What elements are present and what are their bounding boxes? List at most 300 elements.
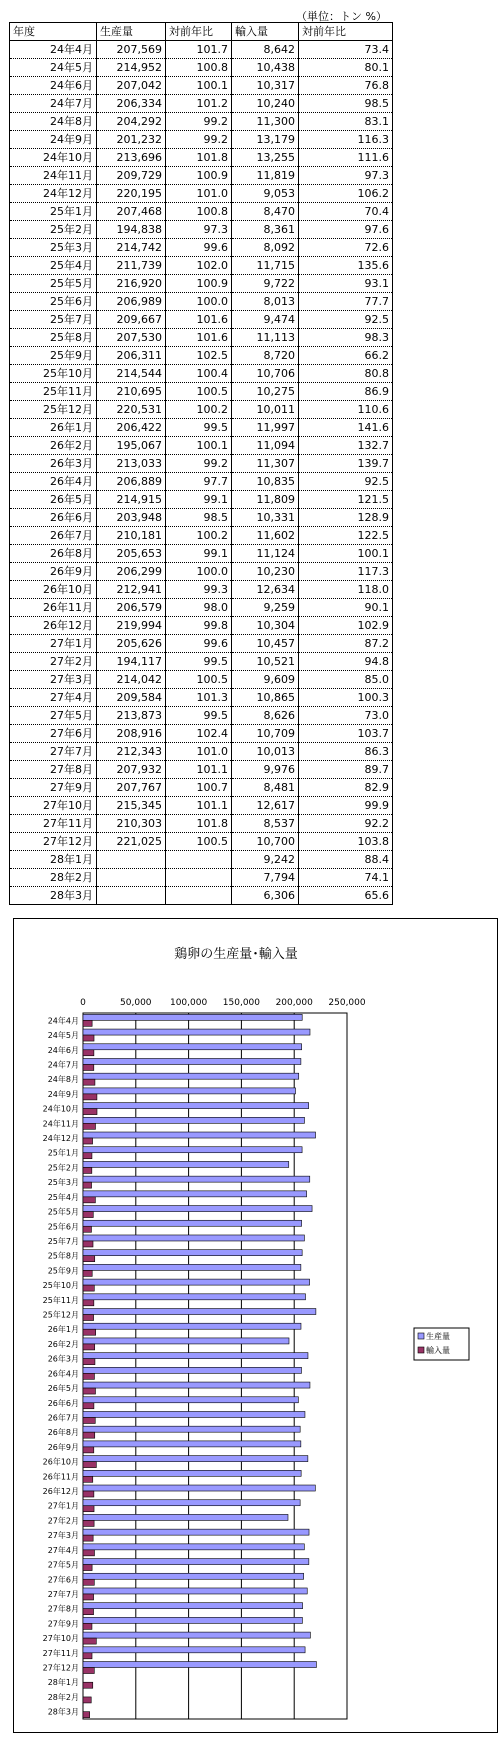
cell-imports-yoy: 132.7	[299, 437, 393, 455]
table-row	[10, 59, 393, 77]
cell-imports: 8,720	[232, 347, 299, 365]
cell-production-yoy: 100.0	[166, 563, 232, 581]
cell-production-yoy: 101.0	[166, 743, 232, 761]
cell-production: 195,067	[97, 437, 166, 455]
table-row	[10, 635, 393, 653]
y-category-label: 27年1月	[47, 1501, 79, 1511]
cell-imports: 8,537	[232, 815, 299, 833]
cell-imports: 9,474	[232, 311, 299, 329]
bar-production	[83, 1323, 301, 1329]
bar-chart	[14, 919, 497, 1732]
table-row	[10, 815, 393, 833]
cell-period: 25年12月	[10, 401, 97, 419]
cell-imports-yoy: 92.5	[299, 473, 393, 491]
cell-imports: 12,634	[232, 581, 299, 599]
cell-imports: 11,307	[232, 455, 299, 473]
bar-production	[83, 1264, 301, 1270]
cell-imports-yoy: 94.8	[299, 653, 393, 671]
table-row	[10, 329, 393, 347]
y-category-label: 24年11月	[42, 1119, 79, 1129]
cell-imports: 8,361	[232, 221, 299, 239]
table-row	[10, 797, 393, 815]
y-category-label: 27年9月	[47, 1619, 79, 1629]
cell-imports-yoy: 90.1	[299, 599, 393, 617]
cell-imports: 10,331	[232, 509, 299, 527]
bar-production	[83, 1279, 310, 1285]
y-category-label: 24年6月	[47, 1045, 79, 1055]
cell-production-yoy: 99.2	[166, 113, 232, 131]
y-category-label: 27年12月	[42, 1663, 79, 1673]
cell-imports: 9,609	[232, 671, 299, 689]
cell-production: 214,915	[97, 491, 166, 509]
cell-imports: 8,642	[232, 41, 299, 59]
cell-imports-yoy: 88.4	[299, 851, 393, 869]
bar-imports	[83, 1079, 95, 1085]
cell-period: 24年10月	[10, 149, 97, 167]
table-header-row	[10, 23, 393, 41]
cell-imports-yoy: 74.1	[299, 869, 393, 887]
bar-imports	[83, 1594, 94, 1600]
cell-production-yoy: 100.1	[166, 77, 232, 95]
bar-imports	[83, 1462, 96, 1468]
bar-production	[83, 1470, 301, 1476]
cell-imports: 7,794	[232, 869, 299, 887]
bar-imports	[83, 1285, 94, 1291]
cell-imports-yoy: 102.9	[299, 617, 393, 635]
cell-production: 207,042	[97, 77, 166, 95]
cell-imports-yoy: 128.9	[299, 509, 393, 527]
cell-production: 214,042	[97, 671, 166, 689]
cell-production: 210,303	[97, 815, 166, 833]
cell-period: 24年6月	[10, 77, 97, 95]
table-row	[10, 77, 393, 95]
cell-production-yoy: 99.8	[166, 617, 232, 635]
cell-period: 24年7月	[10, 95, 97, 113]
cell-imports: 9,976	[232, 761, 299, 779]
bar-production	[83, 1573, 304, 1579]
y-category-label: 27年10月	[42, 1634, 79, 1644]
cell-imports: 10,230	[232, 563, 299, 581]
table-row	[10, 617, 393, 635]
bar-production	[83, 1500, 300, 1506]
cell-period: 24年11月	[10, 167, 97, 185]
y-category-label: 28年2月	[47, 1692, 79, 1702]
cell-imports-yoy: 98.3	[299, 329, 393, 347]
cell-production-yoy: 100.4	[166, 365, 232, 383]
cell-period: 25年7月	[10, 311, 97, 329]
cell-production-yoy: 99.6	[166, 239, 232, 257]
cell-production-yoy: 99.6	[166, 635, 232, 653]
cell-period: 26年7月	[10, 527, 97, 545]
table-row	[10, 833, 393, 851]
cell-production-yoy: 99.5	[166, 419, 232, 437]
chart-title: 鶏卵の生産量･輸入量	[174, 947, 298, 962]
bar-production	[83, 1161, 289, 1167]
cell-imports-yoy: 116.3	[299, 131, 393, 149]
bar-imports	[83, 1064, 94, 1070]
y-category-label: 24年9月	[47, 1089, 79, 1099]
cell-production-yoy: 100.5	[166, 671, 232, 689]
cell-imports-yoy: 73.4	[299, 41, 393, 59]
bar-production	[83, 1191, 307, 1197]
cell-imports: 10,709	[232, 725, 299, 743]
cell-production-yoy: 101.0	[166, 185, 232, 203]
chart-area	[13, 918, 498, 1733]
cell-production-yoy: 100.0	[166, 293, 232, 311]
bar-imports	[83, 1212, 93, 1218]
bar-production	[83, 1397, 298, 1403]
cell-production: 194,117	[97, 653, 166, 671]
bar-production	[83, 1353, 308, 1359]
cell-production: 206,334	[97, 95, 166, 113]
cell-imports: 10,013	[232, 743, 299, 761]
bar-production	[83, 1382, 310, 1388]
table-row	[10, 887, 393, 905]
table-row	[10, 455, 393, 473]
cell-period: 26年8月	[10, 545, 97, 563]
y-category-label: 24年10月	[42, 1104, 79, 1114]
cell-imports: 10,438	[232, 59, 299, 77]
cell-production-yoy: 101.6	[166, 329, 232, 347]
table-row	[10, 491, 393, 509]
cell-imports: 10,706	[232, 365, 299, 383]
cell-production: 209,584	[97, 689, 166, 707]
cell-imports-yoy: 85.0	[299, 671, 393, 689]
cell-production: 213,033	[97, 455, 166, 473]
bar-imports	[83, 1550, 94, 1556]
bar-production	[83, 1426, 300, 1432]
cell-period: 28年2月	[10, 869, 97, 887]
cell-imports-yoy: 100.1	[299, 545, 393, 563]
table-row	[10, 203, 393, 221]
cell-production-yoy: 101.6	[166, 311, 232, 329]
cell-production: 220,531	[97, 401, 166, 419]
table-row	[10, 257, 393, 275]
y-category-label: 25年12月	[42, 1310, 79, 1320]
cell-imports: 11,300	[232, 113, 299, 131]
bar-production	[83, 1073, 299, 1079]
table-body	[10, 41, 393, 905]
x-tick-label: 50,000	[120, 998, 152, 1008]
bar-imports	[83, 1329, 96, 1335]
cell-production: 220,195	[97, 185, 166, 203]
cell-imports-yoy: 92.5	[299, 311, 393, 329]
table-row	[10, 41, 393, 59]
bar-production	[83, 1485, 315, 1491]
table-row	[10, 527, 393, 545]
cell-production-yoy: 100.2	[166, 527, 232, 545]
bar-production	[83, 1662, 316, 1668]
bar-production	[83, 1544, 304, 1550]
bar-imports	[83, 1182, 92, 1188]
cell-production-yoy: 101.1	[166, 797, 232, 815]
legend-swatch-imports	[418, 1347, 424, 1353]
cell-production: 212,941	[97, 581, 166, 599]
bar-production	[83, 1338, 289, 1344]
bar-production	[83, 1441, 301, 1447]
cell-period: 27年1月	[10, 635, 97, 653]
cell-period: 27年4月	[10, 689, 97, 707]
cell-imports-yoy: 139.7	[299, 455, 393, 473]
bar-production	[83, 1456, 308, 1462]
cell-production-yoy: 100.2	[166, 401, 232, 419]
y-category-label: 24年8月	[47, 1075, 79, 1085]
bar-imports	[83, 1668, 94, 1674]
table-row	[10, 239, 393, 257]
cell-production-yoy: 99.5	[166, 653, 232, 671]
cell-production: 213,696	[97, 149, 166, 167]
cell-production: 216,920	[97, 275, 166, 293]
cell-production: 213,873	[97, 707, 166, 725]
y-category-label: 27年4月	[47, 1545, 79, 1555]
cell-imports-yoy: 111.6	[299, 149, 393, 167]
y-category-label: 26年9月	[47, 1442, 79, 1452]
cell-imports-yoy: 70.4	[299, 203, 393, 221]
table-row	[10, 95, 393, 113]
cell-imports-yoy: 93.1	[299, 275, 393, 293]
y-category-label: 25年1月	[47, 1148, 79, 1158]
cell-period: 24年4月	[10, 41, 97, 59]
cell-production-yoy: 100.5	[166, 833, 232, 851]
cell-imports: 11,602	[232, 527, 299, 545]
cell-period: 25年5月	[10, 275, 97, 293]
table-row	[10, 401, 393, 419]
cell-period: 28年1月	[10, 851, 97, 869]
cell-period: 25年6月	[10, 293, 97, 311]
table-row	[10, 473, 393, 491]
cell-imports-yoy: 122.5	[299, 527, 393, 545]
bar-imports	[83, 1682, 93, 1688]
y-category-label: 26年12月	[42, 1487, 79, 1497]
bar-imports	[83, 1167, 92, 1173]
y-category-label: 26年1月	[47, 1325, 79, 1335]
cell-period: 27年7月	[10, 743, 97, 761]
table-row	[10, 149, 393, 167]
cell-period: 25年3月	[10, 239, 97, 257]
table-row	[10, 419, 393, 437]
cell-period: 24年8月	[10, 113, 97, 131]
cell-imports-yoy: 73.0	[299, 707, 393, 725]
bar-imports	[83, 1623, 92, 1629]
cell-period: 27年9月	[10, 779, 97, 797]
bar-imports	[83, 1300, 94, 1306]
cell-period: 28年3月	[10, 887, 97, 905]
bar-imports	[83, 1344, 95, 1350]
bar-production	[83, 1103, 309, 1109]
cell-imports: 9,259	[232, 599, 299, 617]
cell-production-yoy: 100.7	[166, 779, 232, 797]
table-row	[10, 563, 393, 581]
cell-imports: 13,255	[232, 149, 299, 167]
bar-imports	[83, 1712, 90, 1718]
y-category-label: 28年1月	[47, 1678, 79, 1688]
cell-production: 215,345	[97, 797, 166, 815]
cell-period: 27年6月	[10, 725, 97, 743]
cell-production: 208,916	[97, 725, 166, 743]
cell-imports-yoy: 92.2	[299, 815, 393, 833]
header-production-yoy: 対前年比	[166, 23, 232, 41]
bar-imports	[83, 1579, 94, 1585]
table-row	[10, 293, 393, 311]
bar-production	[83, 1632, 310, 1638]
bar-production	[83, 1559, 309, 1565]
y-category-label: 26年3月	[47, 1354, 79, 1364]
cell-production-yoy: 100.9	[166, 275, 232, 293]
cell-period: 25年10月	[10, 365, 97, 383]
y-category-label: 25年11月	[42, 1295, 79, 1305]
cell-production-yoy: 101.8	[166, 149, 232, 167]
bar-imports	[83, 1050, 94, 1056]
table-row	[10, 599, 393, 617]
data-table	[9, 22, 393, 905]
bar-production	[83, 1514, 288, 1520]
cell-imports: 10,304	[232, 617, 299, 635]
y-category-label: 26年11月	[42, 1472, 79, 1482]
bar-production	[83, 1294, 305, 1300]
cell-imports-yoy: 66.2	[299, 347, 393, 365]
table-row	[10, 167, 393, 185]
bar-imports	[83, 1359, 95, 1365]
y-category-label: 24年5月	[47, 1031, 79, 1041]
cell-period: 25年9月	[10, 347, 97, 365]
cell-production-yoy: 99.5	[166, 707, 232, 725]
y-category-label: 25年4月	[47, 1192, 79, 1202]
cell-period: 26年10月	[10, 581, 97, 599]
bar-production	[83, 1058, 301, 1064]
bar-imports	[83, 1373, 94, 1379]
legend-label-production: 生産量	[426, 1332, 450, 1341]
cell-imports-yoy: 80.1	[299, 59, 393, 77]
legend-label-imports: 輸入量	[426, 1346, 450, 1355]
bar-production	[83, 1367, 301, 1373]
y-category-label: 27年11月	[42, 1648, 79, 1658]
y-category-label: 25年7月	[47, 1236, 79, 1246]
bar-production	[83, 1176, 310, 1182]
bar-imports	[83, 1094, 97, 1100]
cell-imports-yoy: 117.3	[299, 563, 393, 581]
cell-production: 207,932	[97, 761, 166, 779]
bar-imports	[83, 1241, 93, 1247]
cell-imports: 9,053	[232, 185, 299, 203]
cell-period: 25年4月	[10, 257, 97, 275]
table-row	[10, 221, 393, 239]
cell-period: 24年9月	[10, 131, 97, 149]
cell-production: 205,626	[97, 635, 166, 653]
y-category-label: 26年8月	[47, 1428, 79, 1438]
bar-production	[83, 1617, 302, 1623]
bar-imports	[83, 1388, 95, 1394]
table-row	[10, 761, 393, 779]
y-category-label: 25年9月	[47, 1266, 79, 1276]
table-row	[10, 383, 393, 401]
cell-production: 207,569	[97, 41, 166, 59]
cell-period: 27年2月	[10, 653, 97, 671]
cell-production-yoy: 99.2	[166, 455, 232, 473]
cell-production-yoy: 99.1	[166, 545, 232, 563]
cell-imports: 10,457	[232, 635, 299, 653]
cell-imports-yoy: 76.8	[299, 77, 393, 95]
cell-period: 27年11月	[10, 815, 97, 833]
cell-imports-yoy: 72.6	[299, 239, 393, 257]
y-category-label: 24年12月	[42, 1134, 79, 1144]
cell-production	[97, 869, 166, 887]
table-row	[10, 779, 393, 797]
cell-period: 26年5月	[10, 491, 97, 509]
cell-production-yoy: 97.7	[166, 473, 232, 491]
cell-imports: 10,011	[232, 401, 299, 419]
bar-imports	[83, 1109, 97, 1115]
cell-production: 209,667	[97, 311, 166, 329]
cell-production: 205,653	[97, 545, 166, 563]
table-row	[10, 311, 393, 329]
table-row	[10, 437, 393, 455]
cell-period: 26年3月	[10, 455, 97, 473]
cell-production-yoy: 99.3	[166, 581, 232, 599]
table-row	[10, 185, 393, 203]
cell-imports: 12,617	[232, 797, 299, 815]
cell-imports-yoy: 82.9	[299, 779, 393, 797]
cell-production: 212,343	[97, 743, 166, 761]
table-row	[10, 275, 393, 293]
x-tick-label: 200,000	[275, 998, 313, 1008]
cell-production	[97, 851, 166, 869]
bar-imports	[83, 1653, 92, 1659]
bar-imports	[83, 1432, 95, 1438]
cell-production: 203,948	[97, 509, 166, 527]
table-row	[10, 509, 393, 527]
cell-imports-yoy: 97.6	[299, 221, 393, 239]
table-row	[10, 689, 393, 707]
cell-imports-yoy: 97.3	[299, 167, 393, 185]
cell-imports-yoy: 110.6	[299, 401, 393, 419]
bar-production	[83, 1220, 302, 1226]
cell-production-yoy: 100.1	[166, 437, 232, 455]
y-category-label: 27年6月	[47, 1575, 79, 1585]
table-row	[10, 707, 393, 725]
cell-production: 209,729	[97, 167, 166, 185]
cell-production: 214,952	[97, 59, 166, 77]
cell-production-yoy: 101.7	[166, 41, 232, 59]
cell-period: 27年10月	[10, 797, 97, 815]
cell-period: 27年8月	[10, 761, 97, 779]
cell-imports: 8,092	[232, 239, 299, 257]
bar-imports	[83, 1256, 95, 1262]
y-category-label: 27年3月	[47, 1531, 79, 1541]
cell-period: 26年11月	[10, 599, 97, 617]
bar-production	[83, 1014, 302, 1020]
y-category-label: 25年5月	[47, 1207, 79, 1217]
cell-imports-yoy: 86.9	[299, 383, 393, 401]
x-tick-label: 100,000	[169, 998, 208, 1008]
cell-period: 25年2月	[10, 221, 97, 239]
y-category-label: 26年6月	[47, 1398, 79, 1408]
cell-imports: 10,700	[232, 833, 299, 851]
table-row	[10, 869, 393, 887]
cell-imports: 11,809	[232, 491, 299, 509]
cell-imports-yoy: 100.3	[299, 689, 393, 707]
unit-label: （単位：トン %）	[296, 10, 387, 23]
cell-imports-yoy: 98.5	[299, 95, 393, 113]
table-row	[10, 113, 393, 131]
cell-production-yoy: 100.8	[166, 203, 232, 221]
cell-production-yoy	[166, 869, 232, 887]
cell-production-yoy: 100.5	[166, 383, 232, 401]
table-row	[10, 347, 393, 365]
cell-imports-yoy: 65.6	[299, 887, 393, 905]
bar-imports	[83, 1638, 96, 1644]
bar-production	[83, 1117, 304, 1123]
cell-production: 206,989	[97, 293, 166, 311]
